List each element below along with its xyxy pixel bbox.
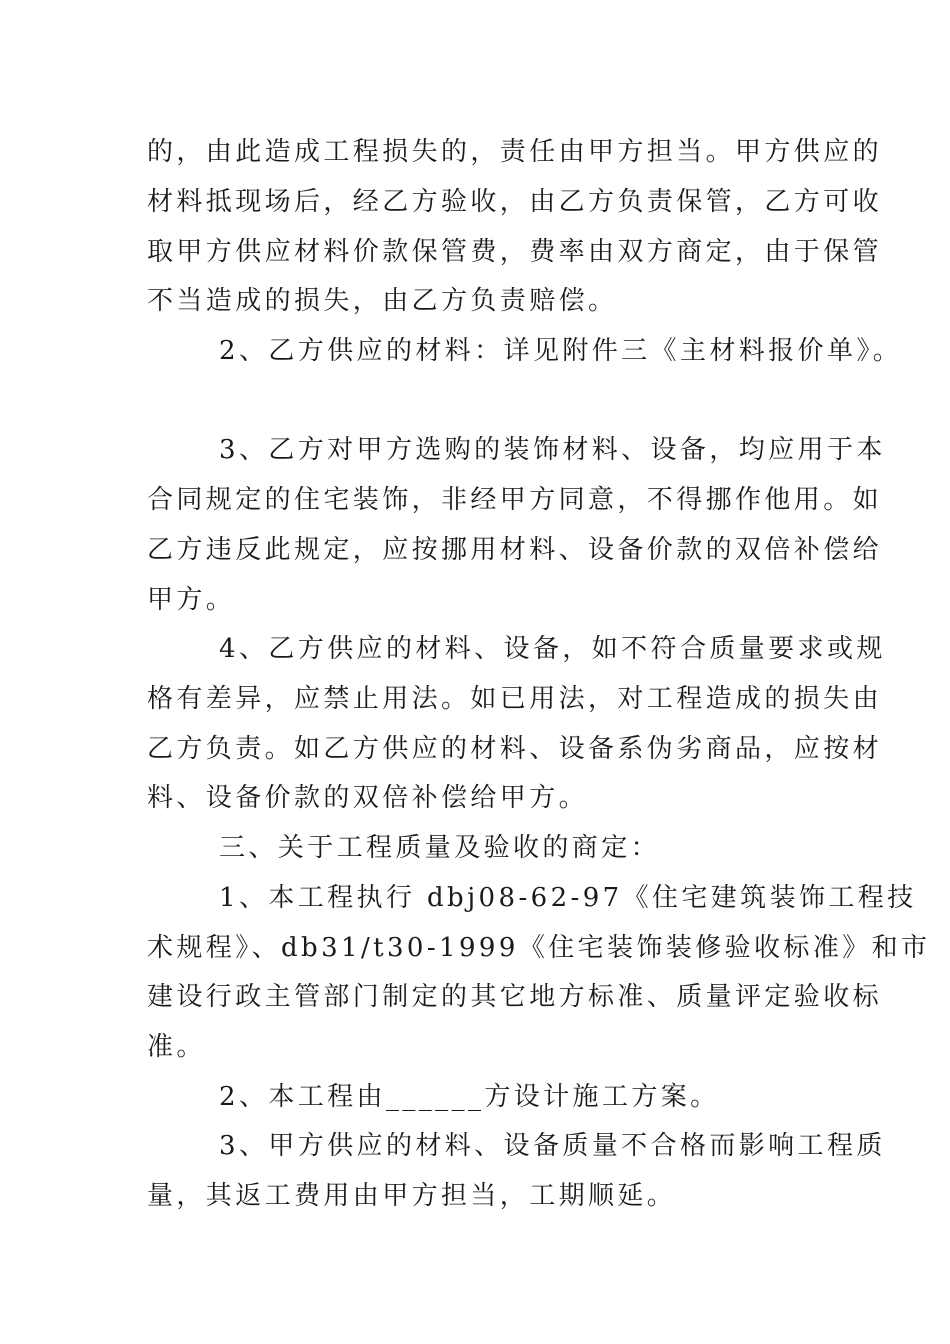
paragraph-line: 乙方违反此规定，应按挪用材料、设备价款的双倍补偿给: [147, 535, 883, 565]
paragraph-line: 材料抵现场后，经乙方验收，由乙方负责保管，乙方可收: [147, 187, 883, 217]
paragraph-line: 格有差异，应禁止用法。如已用法，对工程造成的损失由: [147, 684, 883, 714]
paragraph-line: 建设行政主管部门制定的其它地方标准、质量评定验收标: [147, 982, 883, 1012]
paragraph-line: 准。: [147, 1032, 206, 1062]
paragraph-line: 合同规定的住宅装饰，非经甲方同意，不得挪作他用。如: [147, 485, 883, 515]
paragraph-line: 甲方。: [147, 585, 236, 615]
clause-2-design: 2、本工程由______方设计施工方案。: [219, 1082, 720, 1112]
clause-3-rework: 3、甲方供应的材料、设备质量不合格而影响工程质: [219, 1131, 886, 1161]
clause-1-standards: 1、本工程执行 dbj08-62-97《住宅建筑装饰工程技: [219, 883, 917, 913]
paragraph-line: 料、设备价款的双倍补偿给甲方。: [147, 783, 589, 813]
paragraph-line: 术规程》、db31/t30-1999《住宅装饰装修验收标准》和市: [147, 933, 931, 963]
paragraph-line: 取甲方供应材料价款保管费，费率由双方商定，由于保管: [147, 237, 883, 267]
paragraph-line: 量，其返工费用由甲方担当，工期顺延。: [147, 1181, 677, 1211]
clause-2-materials: 2、乙方供应的材料：详见附件三《主材料报价单》。: [219, 336, 903, 366]
clause-3-usage: 3、乙方对甲方选购的装饰材料、设备，均应用于本: [219, 435, 886, 465]
section-heading: 三、关于工程质量及验收的商定：: [219, 833, 661, 863]
paragraph-line: 乙方负责。如乙方供应的材料、设备系伪劣商品，应按材: [147, 734, 883, 764]
clause-4-quality: 4、乙方供应的材料、设备，如不符合质量要求或规: [219, 634, 886, 664]
paragraph-line: 不当造成的损失，由乙方负责赔偿。: [147, 286, 618, 316]
paragraph-line: 的，由此造成工程损失的，责任由甲方担当。甲方供应的: [147, 137, 883, 167]
